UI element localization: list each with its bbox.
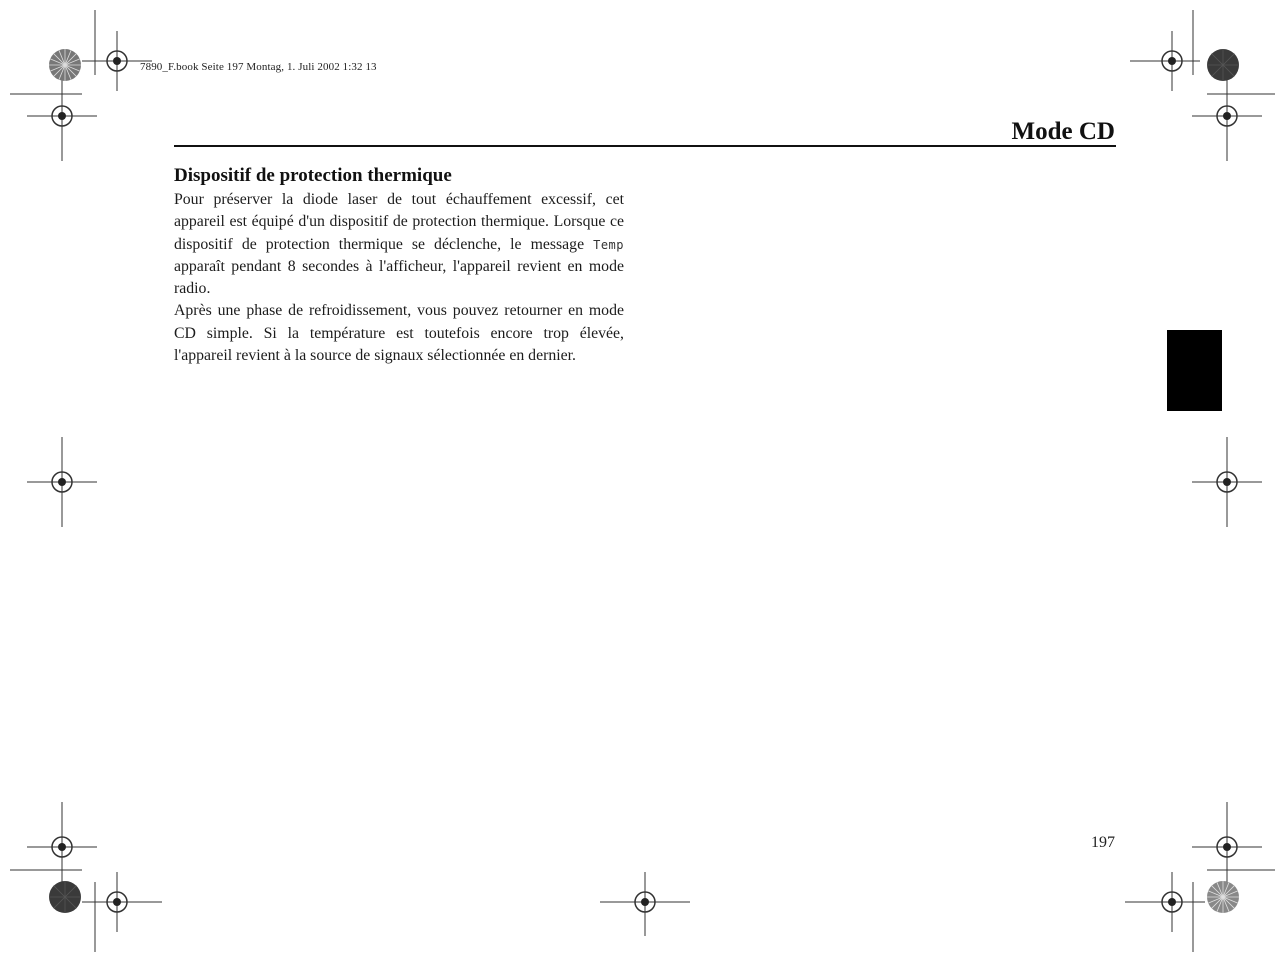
registration-mark-icon <box>600 872 690 936</box>
paragraph-thermal-protection <box>174 189 624 300</box>
section-heading: Dispositif de protection thermique <box>174 165 452 186</box>
registration-mark-icon <box>27 437 97 527</box>
color-registration-wheel-icon <box>1206 48 1240 82</box>
header-rule <box>174 145 1116 147</box>
paragraph-text-part: Pour préserver la diode laser de tout échauffement excessif, cet appareil est équipé d'un dispositif de protection thermique. Lorsque ce dispositif de protection thermique se déclenche, le message <box>174 191 624 253</box>
registration-mark-icon <box>1192 437 1262 527</box>
chapter-title: Mode CD <box>1011 118 1115 145</box>
main-content <box>174 165 624 367</box>
lcd-message: Temp <box>593 237 624 252</box>
paragraph-text-part: apparaît pendant 8 secondes à l'afficheur, l'appareil revient en mode radio. <box>174 257 624 298</box>
color-registration-wheel-icon <box>1206 880 1240 914</box>
paragraph-cooling: Après une phase de refroidissement, vous pouvez retourner en mode CD simple. Si la température est toutefois encore trop élevée, l'appareil revient à la source de signaux sélectionnée en dernier. <box>174 302 624 365</box>
print-header: 7890_F.book Seite 197 Montag, 1. Juli 2002 1:32 13 <box>140 61 377 73</box>
page-number: 197 <box>1091 834 1115 851</box>
color-registration-wheel-icon <box>48 48 82 82</box>
color-registration-wheel-icon <box>48 880 82 914</box>
thumb-index-tab <box>1167 330 1222 411</box>
